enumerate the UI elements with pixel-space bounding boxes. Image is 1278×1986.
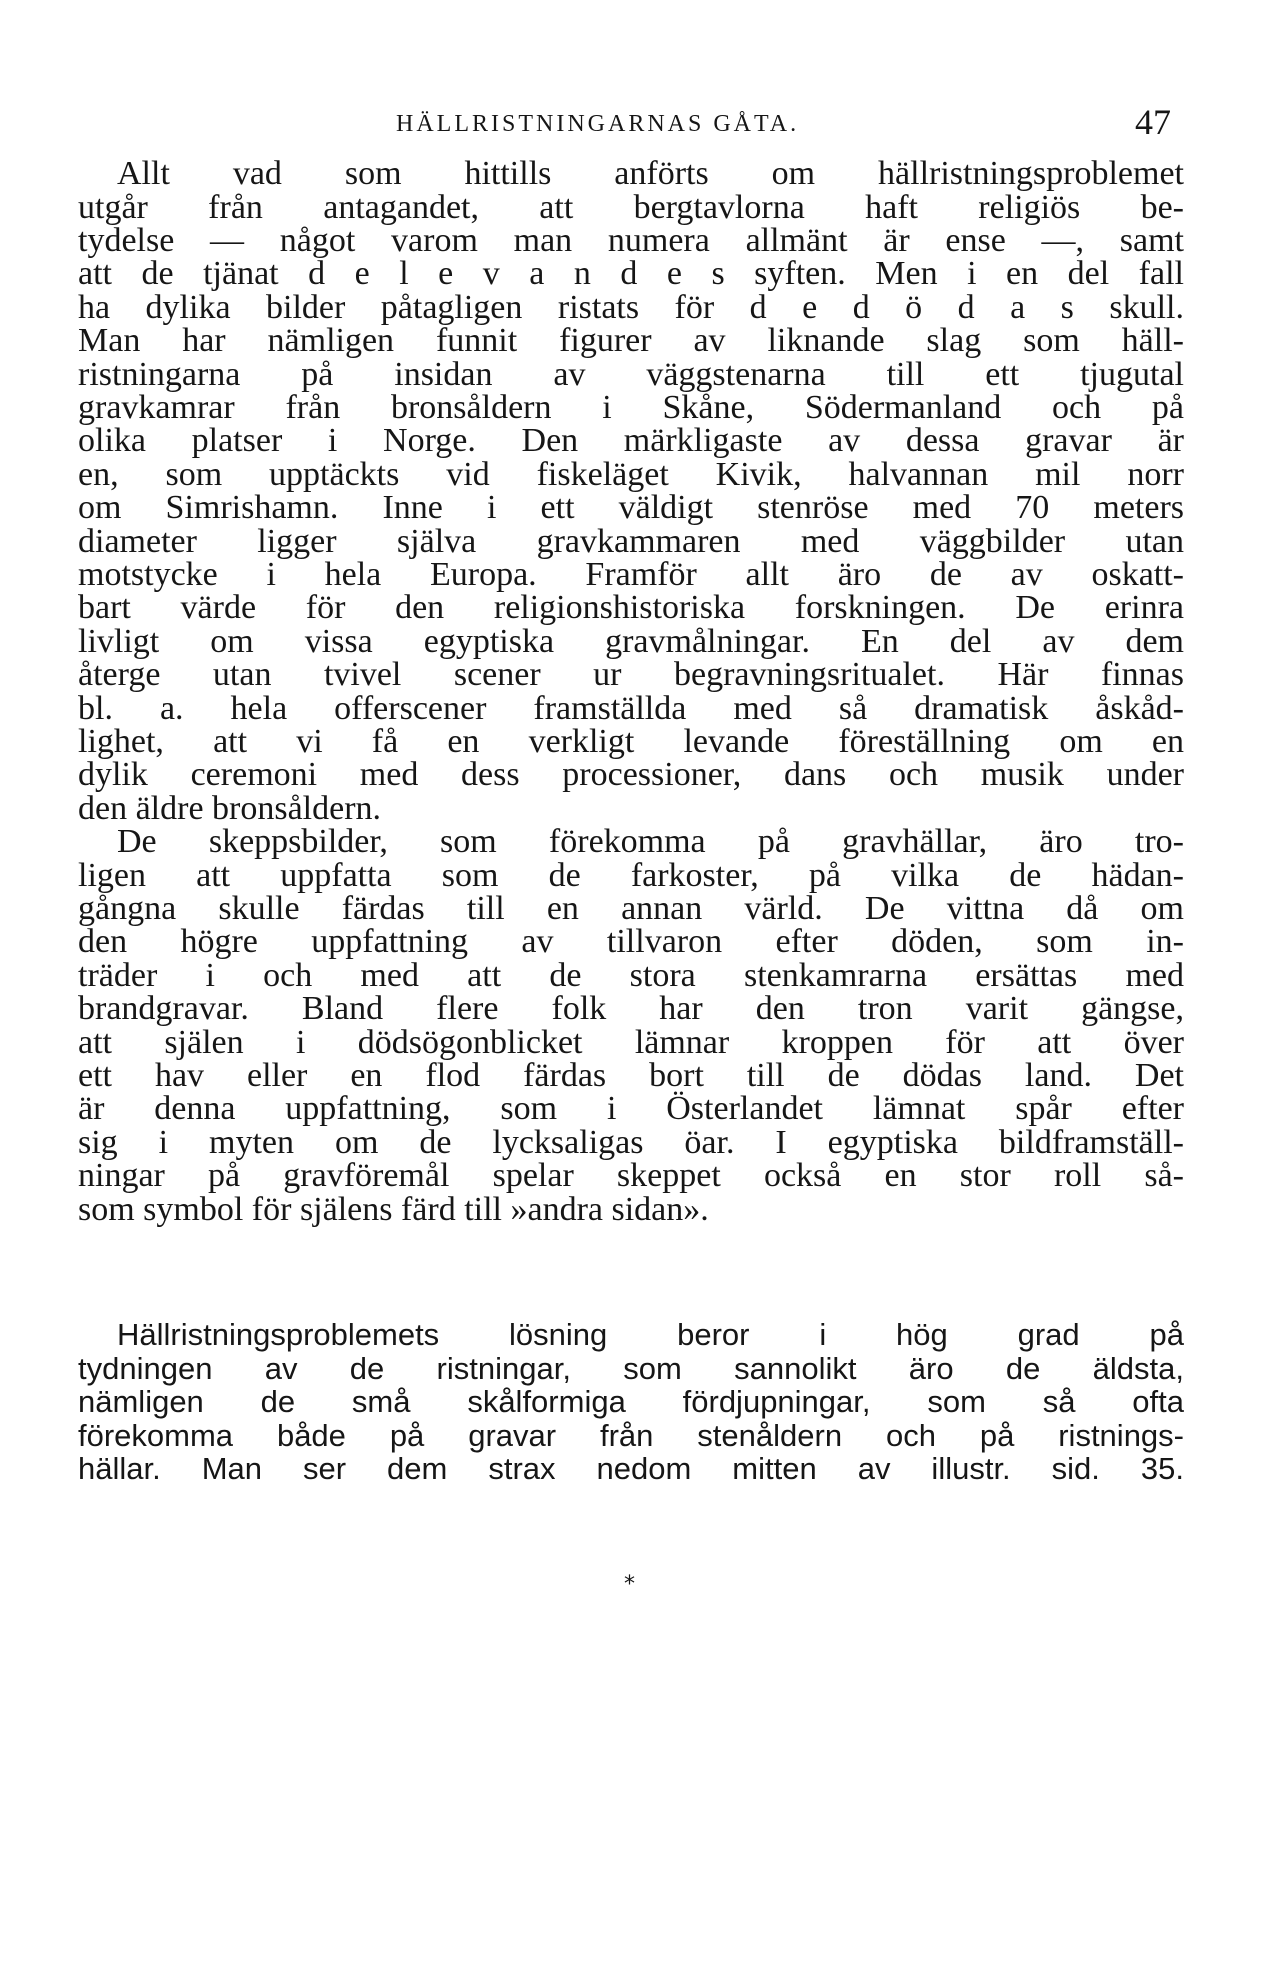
text-line: sig i myten om de lycksaligas öar. I egyptiska bildframställ- <box>78 1124 1184 1161</box>
text-line: återge utan tvivel scener ur begravningsritualet. Här finnas <box>78 656 1184 693</box>
text-line: gångna skulle färdas till en annan värld. De vittna då om <box>78 890 1184 927</box>
text-line: tydelse — något varom man numera allmänt är ense —, samt <box>78 222 1184 259</box>
text-line: ningar på gravföremål spelar skeppet också en stor roll så- <box>78 1157 1184 1194</box>
text-line: bl. a. hela offerscener framställda med så dramatisk åskåd- <box>78 690 1184 727</box>
text-line: motstycke i hela Europa. Framför allt äro de av oskatt- <box>78 556 1184 593</box>
text-line: dylik ceremoni med dess processioner, dans och musik under <box>78 756 1184 793</box>
running-head: HÄLLRISTNINGARNAS GÅTA. <box>396 111 800 137</box>
text-line: utgår från antagandet, att bergtavlorna haft religiös be- <box>78 189 1184 226</box>
text-line: nämligen de små skålformiga fördjupningar, som så ofta <box>78 1384 1184 1419</box>
section-separator: * <box>624 1572 635 1597</box>
text-line: att de tjänat d e l e v a n d e s syften. Men i en del fall <box>78 255 1184 292</box>
text-line: ligen att uppfatta som de farkoster, på vilka de hädan- <box>78 857 1184 894</box>
text-line: De skeppsbilder, som förekomma på gravhällar, äro tro- <box>117 823 1184 860</box>
text-line: livligt om vissa egyptiska gravmålningar. En del av dem <box>78 623 1184 660</box>
text-line: diameter ligger själva gravkammaren med väggbilder utan <box>78 523 1184 560</box>
text-line: den äldre bronsåldern. <box>78 790 382 827</box>
text-line: gravkamrar från bronsåldern i Skåne, Södermanland och på <box>78 389 1184 426</box>
text-line: Man har nämligen funnit figurer av liknande slag som häll- <box>78 322 1184 359</box>
text-line: om Simrishamn. Inne i ett väldigt stenröse med 70 meters <box>78 489 1184 526</box>
text-line: bart värde för den religionshistoriska forskningen. De erinra <box>78 589 1184 626</box>
text-line: ett hav eller en flod färdas bort till de dödas land. Det <box>78 1057 1184 1094</box>
text-line: Hällristningsproblemets lösning beror i hög grad på <box>117 1317 1184 1352</box>
text-line: olika platser i Norge. Den märkligaste av dessa gravar är <box>78 422 1184 459</box>
text-line: ha dylika bilder påtagligen ristats för d e d ö d a s skull. <box>78 289 1184 326</box>
text-line: brandgravar. Bland flere folk har den tron varit gängse, <box>78 990 1184 1027</box>
page-number: 47 <box>1135 102 1171 142</box>
text-line: att själen i dödsögonblicket lämnar kroppen för att över <box>78 1024 1184 1061</box>
text-line: Allt vad som hittills anförts om hällristningsproblemet <box>117 155 1184 192</box>
text-line: förekomma både på gravar från stenåldern och på ristnings- <box>78 1418 1184 1453</box>
text-line: den högre uppfattning av tillvaron efter döden, som in- <box>78 923 1184 960</box>
text-line: ristningarna på insidan av väggstenarna till ett tjugutal <box>78 356 1184 393</box>
text-line: träder i och med att de stora stenkamrarna ersättas med <box>78 957 1184 994</box>
text-line: en, som upptäckts vid fiskeläget Kivik, halvannan mil norr <box>78 456 1184 493</box>
text-line: lighet, att vi få en verkligt levande föreställning om en <box>78 723 1184 760</box>
text-line: tydningen av de ristningar, som sannolikt äro de äldsta, <box>78 1351 1184 1386</box>
text-line: hällar. Man ser dem strax nedom mitten av illustr. sid. 35. <box>78 1451 1184 1486</box>
text-line: som symbol för själens färd till »andra sidan». <box>78 1191 709 1228</box>
text-line: är denna uppfattning, som i Österlandet lämnat spår efter <box>78 1090 1184 1127</box>
